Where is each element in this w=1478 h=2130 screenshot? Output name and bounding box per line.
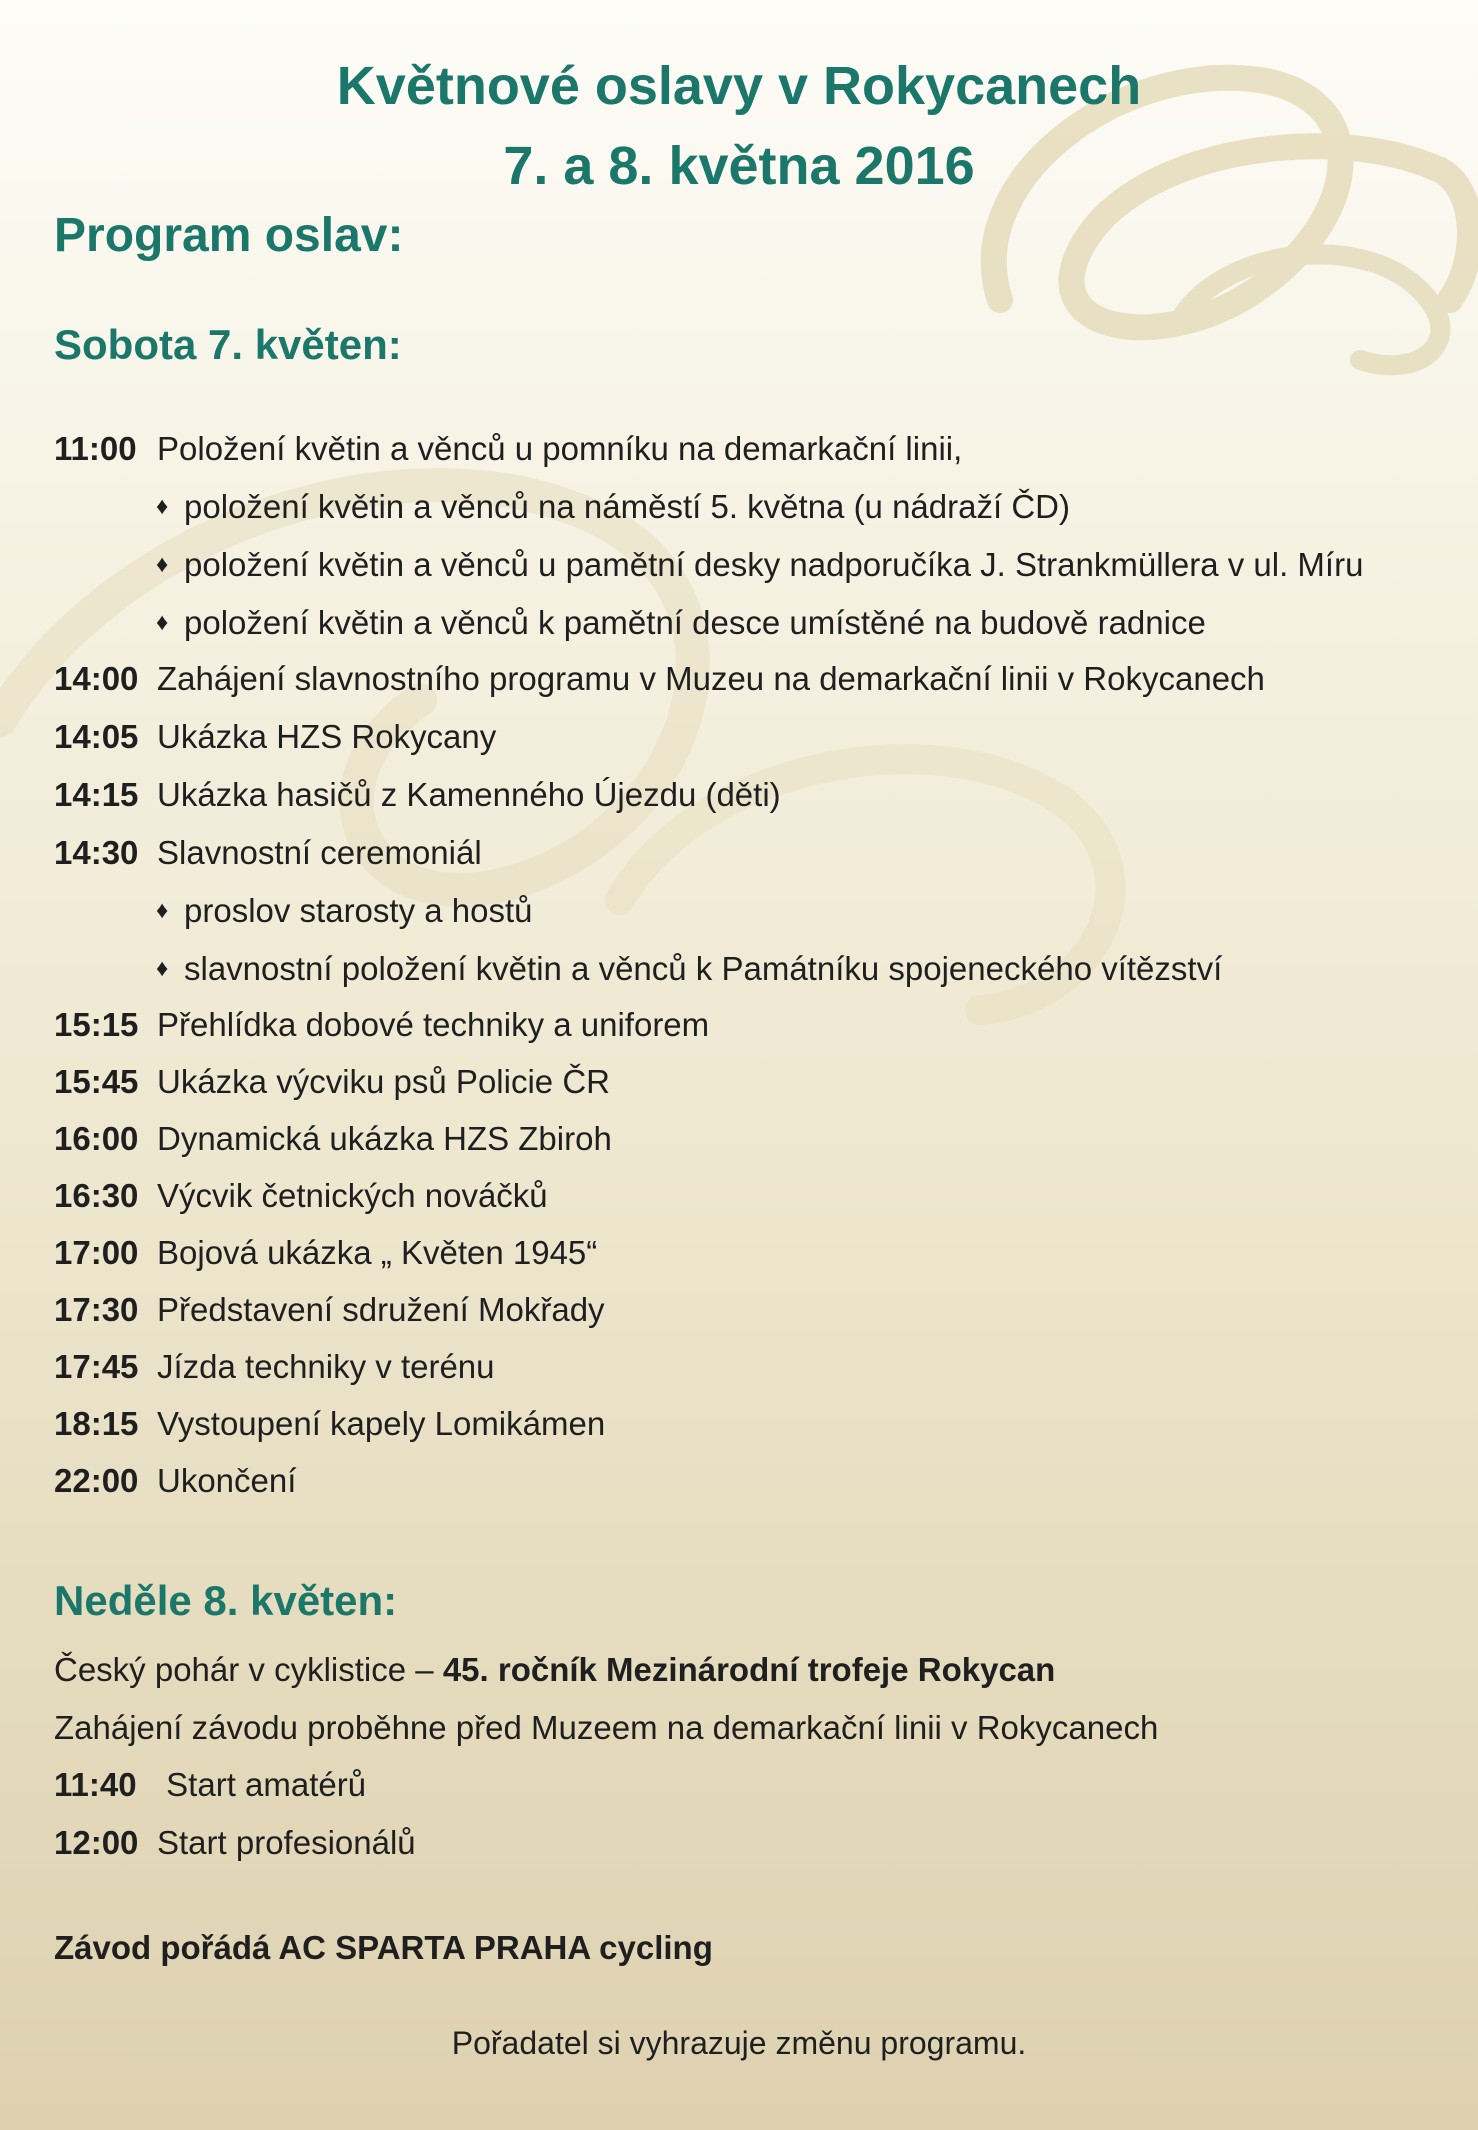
schedule-time: 11:40 <box>54 1766 137 1803</box>
schedule-subitem <box>156 886 533 936</box>
event-dates: 7. a 8. května 2016 <box>503 136 975 196</box>
schedule-text: Ukončení <box>157 1462 297 1499</box>
schedule-text: Položení květin a věnců u pomníku na demarkační linii, <box>157 430 963 467</box>
sunday-heading: Neděle 8. květen: <box>54 1577 398 1624</box>
cycling-cup-line <box>54 1645 1055 1695</box>
schedule-text: Zahájení slavnostního programu v Muzeu na demarkační linii v Rokycanech <box>157 660 1265 697</box>
schedule-time: 18:15 <box>54 1405 139 1442</box>
schedule-subitem <box>156 540 1363 590</box>
schedule-text: Start amatérů <box>157 1766 367 1803</box>
schedule-item <box>54 1760 366 1810</box>
schedule-time: 15:45 <box>54 1063 139 1100</box>
schedule-time: 17:30 <box>54 1291 139 1328</box>
schedule-text: Přehlídka dobové techniky a uniforem <box>157 1006 710 1043</box>
schedule-item <box>54 770 781 820</box>
schedule-time: 14:30 <box>54 834 139 871</box>
schedule-text: Vystoupení kapely Lomikámen <box>157 1405 606 1442</box>
schedule-text: Ukázka výcviku psů Policie ČR <box>157 1063 610 1100</box>
schedule-time: 15:15 <box>54 1006 139 1043</box>
schedule-time: 16:30 <box>54 1177 139 1214</box>
footer-note: Pořadatel si vyhrazuje změnu programu. <box>451 2025 1027 2061</box>
schedule-item <box>54 1171 548 1221</box>
schedule-item <box>54 424 962 474</box>
schedule-subitem <box>156 944 1222 994</box>
saturday-heading: Sobota 7. květen: <box>54 321 402 368</box>
subitem-text: položení květin a věnců u pamětní desky nadporučíka J. Strankmüllera v ul. Míru <box>184 546 1364 583</box>
subitem-text: položení květin a věnců k pamětní desce umístěné na budově radnice <box>184 604 1206 641</box>
diamond-bullet-icon: ♦ <box>156 955 169 982</box>
subitem-text: položení květin a věnců na náměstí 5. května (u nádraží ČD) <box>184 488 1070 525</box>
diamond-bullet-icon: ♦ <box>156 493 169 520</box>
schedule-text: Bojová ukázka „ Květen 1945“ <box>157 1234 598 1271</box>
schedule-text: Dynamická ukázka HZS Zbiroh <box>157 1120 612 1157</box>
diamond-bullet-icon: ♦ <box>156 551 169 578</box>
schedule-time: 14:05 <box>54 718 139 755</box>
race-organizer: Závod pořádá AC SPARTA PRAHA cycling <box>54 1929 713 1966</box>
schedule-time: 11:00 <box>54 430 137 467</box>
schedule-text: Ukázka HZS Rokycany <box>157 718 497 755</box>
schedule-item <box>54 1057 610 1107</box>
diamond-bullet-icon: ♦ <box>156 609 169 636</box>
schedule-subitem <box>156 482 1070 532</box>
schedule-text: Slavnostní ceremoniál <box>157 834 482 871</box>
schedule-time: 16:00 <box>54 1120 139 1157</box>
schedule-time: 22:00 <box>54 1462 139 1499</box>
schedule-item <box>54 1114 612 1164</box>
schedule-item <box>54 654 1265 704</box>
schedule-time: 14:15 <box>54 776 139 813</box>
schedule-text: Jízda techniky v terénu <box>157 1348 495 1385</box>
schedule-item <box>54 1399 605 1449</box>
subitem-text: slavnostní položení květin a věnců k Památníku spojeneckého vítězství <box>184 950 1223 987</box>
trophy-name: 45. ročník Mezinárodní trofeje Rokycan <box>442 1651 1056 1688</box>
schedule-time: 12:00 <box>54 1824 139 1861</box>
schedule-text: Výcvik četnických nováčků <box>157 1177 548 1214</box>
schedule-time: 17:45 <box>54 1348 139 1385</box>
schedule-time: 14:00 <box>54 660 139 697</box>
schedule-text: Představení sdružení Mokřady <box>157 1291 605 1328</box>
schedule-subitem <box>156 598 1206 648</box>
schedule-item <box>54 1818 416 1868</box>
schedule-item <box>54 1456 296 1506</box>
schedule-time: 17:00 <box>54 1234 139 1271</box>
schedule-item <box>54 712 496 762</box>
diamond-bullet-icon: ♦ <box>156 897 169 924</box>
schedule-text: Ukázka hasičů z Kamenného Újezdu (děti) <box>157 776 781 813</box>
cycling-cup-text: Český pohár v cyklistice – <box>54 1651 443 1688</box>
schedule-item <box>54 1000 709 1050</box>
race-start-info: Zahájení závodu proběhne před Muzeem na demarkační linii v Rokycanech <box>54 1709 1159 1746</box>
event-title: Květnové oslavy v Rokycanech <box>336 56 1142 116</box>
schedule-item <box>54 1228 597 1278</box>
schedule-text: Start profesionálů <box>157 1824 416 1861</box>
program-heading: Program oslav: <box>54 209 404 262</box>
schedule-item <box>54 1285 605 1335</box>
schedule-item <box>54 1342 495 1392</box>
schedule-item <box>54 828 482 878</box>
subitem-text: proslov starosty a hostů <box>184 892 533 929</box>
